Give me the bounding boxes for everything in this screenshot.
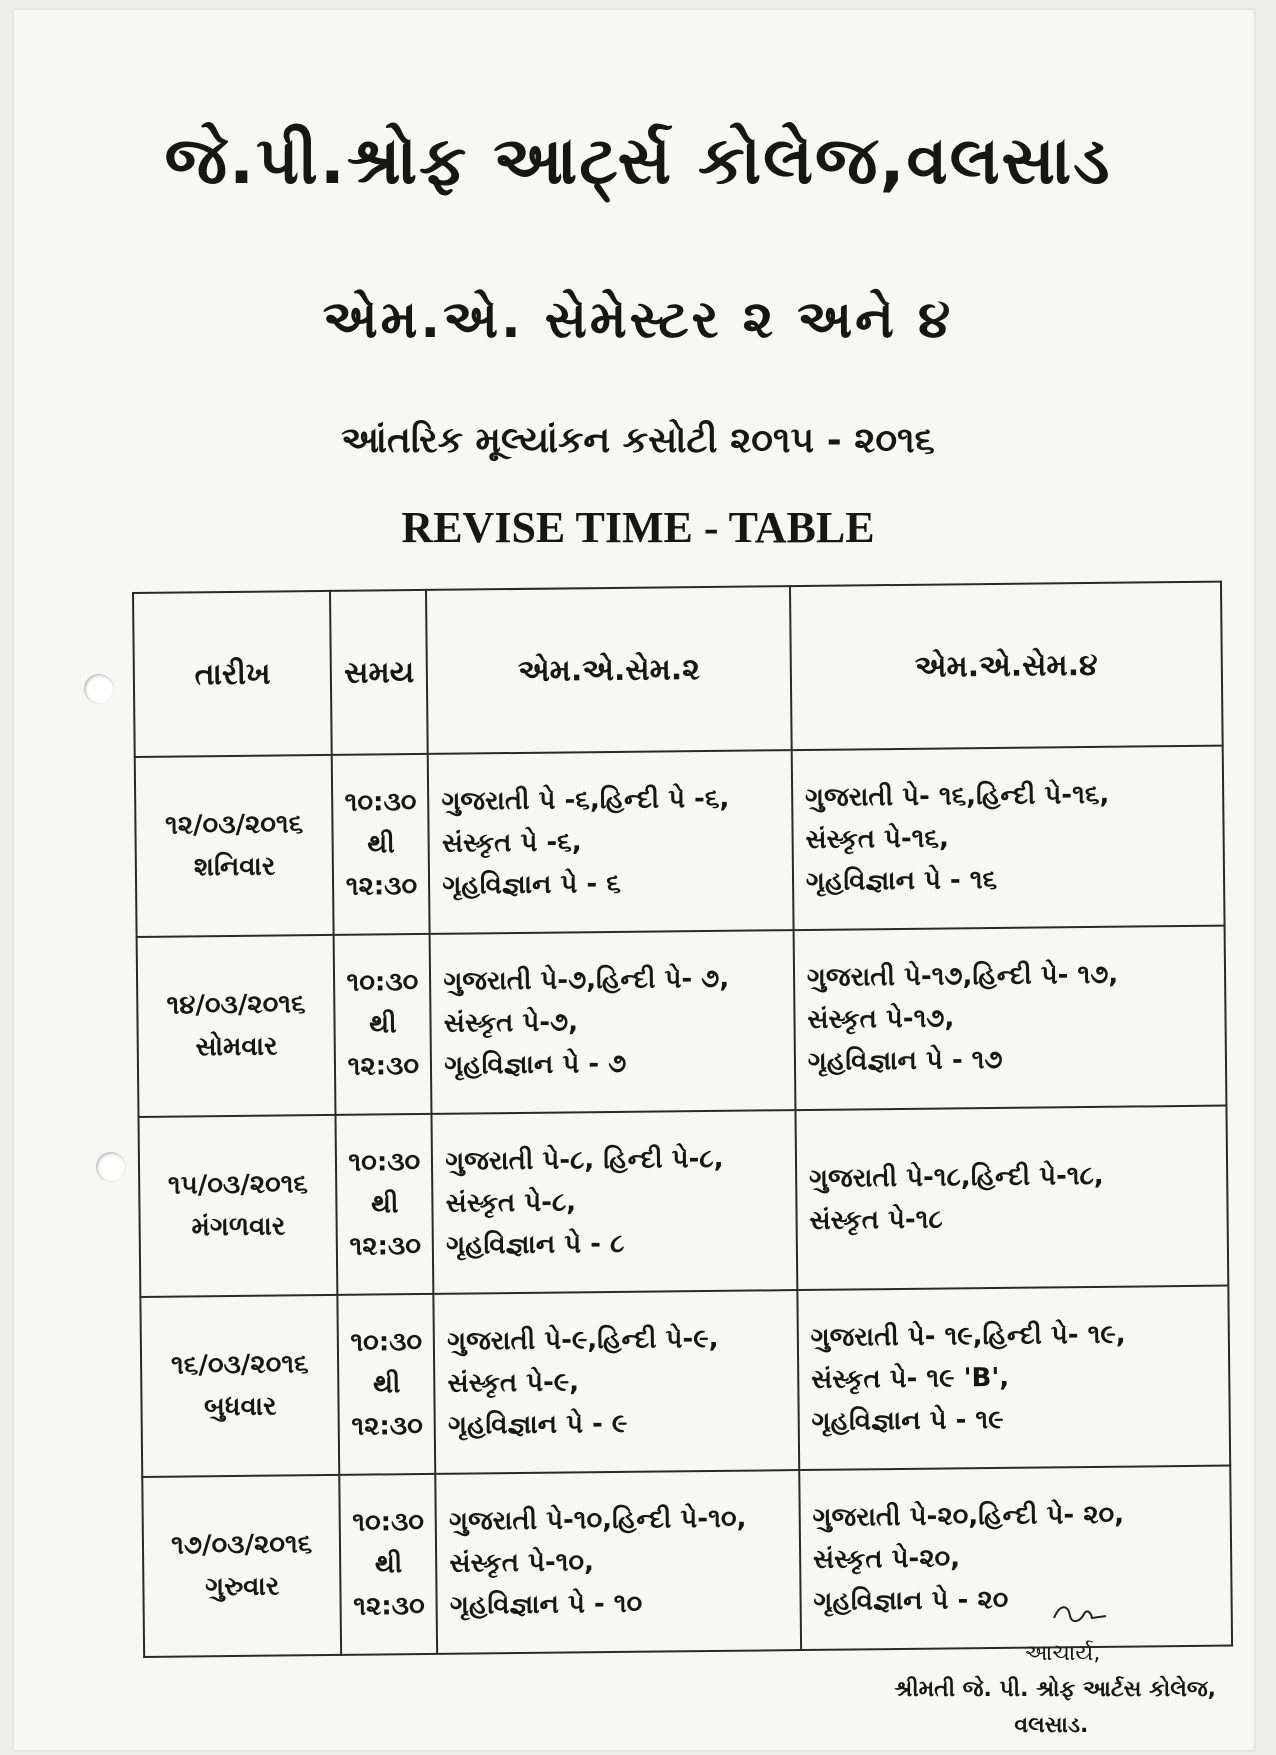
exam-title: આંતરિક મૂલ્યાંકન કસોટી ૨૦૧૫ - ૨૦૧૬ (341, 420, 935, 461)
header-date: તારીખ (133, 591, 332, 757)
subject-line: ગુજરાતી પે-૧૭,હિન્દી પે- ૧૭, (806, 959, 1119, 993)
time-separator: થી (369, 1009, 397, 1040)
subject-line: ગૃહવિજ્ઞાન પે - ૭ (444, 1048, 627, 1081)
subject-line: ગૃહવિજ્ઞાન પે - ૯ (447, 1408, 628, 1441)
subject-line: સંસ્કૃત પે-૮, (445, 1187, 577, 1219)
subject-line: સંસ્કૃત પે-૧૦, (449, 1547, 595, 1579)
subject-line: ગૃહવિજ્ઞાન પે - ૮ (445, 1228, 625, 1261)
exam-day: બુધવાર (203, 1391, 277, 1423)
principal-signature-block (894, 1600, 1216, 1744)
header-time: સમય (330, 590, 428, 755)
date-cell (140, 1295, 339, 1477)
time-cell (334, 934, 432, 1115)
timetable (132, 581, 1233, 1658)
header-sem2: એમ.એ.સેમ.૨ (426, 586, 791, 754)
table-row (137, 926, 1227, 1117)
subject-line: સંસ્કૃત પે-૧૮ (809, 1204, 943, 1236)
date-cell (142, 1475, 341, 1657)
subject-line: ગૃહવિજ્ઞાન પે - ૨૦ (813, 1584, 1009, 1617)
time-cell (336, 1114, 434, 1295)
subject-line: સંસ્કૃત પે-૨૦, (812, 1543, 961, 1575)
time-end: ૧૨:૩૦ (347, 1051, 420, 1082)
exam-day: શનિવાર (193, 851, 276, 883)
sem2-subjects-cell (430, 930, 795, 1114)
course-title: એમ.એ. સેમેસ્ટર ૨ અને ૪ (322, 290, 954, 350)
sem2-subjects-cell (434, 1290, 799, 1474)
date-cell (135, 755, 334, 937)
subject-line: સંસ્કૃત પે -૬, (441, 827, 582, 859)
subject-line: ગુજરાતી પે-૭,હિન્દી પે- ૭, (443, 963, 730, 997)
exam-date: ૧૬/૦૩/૨૦૧૬ (170, 1349, 309, 1381)
subject-line: ગૃહવિજ્ઞાન પે - ૧૦ (449, 1588, 643, 1621)
subject-line: ગૃહવિજ્ઞાન પે - ૧૯ (811, 1404, 1004, 1437)
table-header-row (133, 582, 1223, 757)
sem2-subjects-cell (432, 1110, 797, 1294)
subject-line: ગૃહવિજ્ઞાન પે - ૧૭ (807, 1044, 1003, 1077)
sem4-subjects-cell (797, 1286, 1230, 1471)
subject-line: સંસ્કૃત પે-૧૭, (807, 1003, 955, 1035)
subject-line: સંસ્કૃત પે-૯, (447, 1367, 580, 1399)
time-cell (332, 754, 430, 935)
revise-heading: REVISE TIME - TABLE (401, 503, 875, 552)
subject-line: ગુજરાતી પે- ૧૬,હિન્દી પે-૧૬, (804, 779, 1110, 813)
exam-date: ૧૨/૦૩/૨૦૧૬ (164, 809, 304, 841)
signatory-college: શ્રીમતી જે. પી. શ્રોફ આર્ટસ કોલેજ, (894, 1677, 1216, 1702)
time-cell (338, 1294, 436, 1475)
date-cell (138, 1115, 337, 1297)
signatory-designation: આચાર્ય, (1024, 1641, 1101, 1666)
subject-line: ગુજરાતી પે-૧૦,હિન્દી પે-૧૦, (448, 1503, 747, 1537)
subject-line: ગુજરાતી પે-૧૮,હિન્દી પે-૧૮, (808, 1160, 1104, 1194)
time-start: ૧૦:૩૦ (348, 1147, 421, 1178)
subject-line: ગુજરાતી પે-૯,હિન્દી પે-૯, (446, 1323, 719, 1357)
sem4-subjects-cell (793, 926, 1226, 1111)
date-cell (137, 935, 336, 1117)
punch-hole (84, 674, 114, 704)
time-end: ૧૨:૩૦ (353, 1590, 425, 1622)
time-start: ૧૦:૩૦ (352, 1506, 425, 1538)
punch-hole (96, 1152, 126, 1182)
subject-line: ગુજરાતી પે-૮, હિન્દી પે-૮, (445, 1143, 724, 1177)
time-separator: થી (367, 829, 395, 860)
subject-line: સંસ્કૃત પે-૧૬, (805, 823, 950, 855)
time-end: ૧૨:૩૦ (345, 871, 418, 902)
subject-line: ગૃહવિજ્ઞાન પે - ૬ (442, 868, 621, 901)
subject-line: સંસ્કૃત પે-૭, (443, 1007, 579, 1039)
exam-date: ૧૭/૦૩/૨૦૧૬ (171, 1529, 313, 1561)
time-start: ૧૦:૩૦ (350, 1327, 423, 1358)
time-end: ૧૨:૩૦ (349, 1231, 422, 1262)
sem2-subjects-cell (428, 750, 793, 934)
table-row (140, 1286, 1230, 1477)
time-separator: થી (374, 1549, 403, 1580)
subject-line: ગૃહવિજ્ઞાન પે - ૧૬ (805, 864, 998, 897)
table-row (135, 746, 1225, 937)
subject-line: ગુજરાતી પે -૬,હિન્દી પે -૬, (441, 783, 730, 817)
sem2-subjects-cell (436, 1470, 801, 1654)
exam-date: ૧૫/૦૩/૨૦૧૬ (167, 1169, 309, 1201)
exam-day: સોમવાર (195, 1031, 278, 1063)
college-title: જે.પી.શ્રોફ આર્ટ્સ કોલેજ,વલસાડ (164, 122, 1112, 199)
time-start: ૧૦:૩૦ (346, 967, 419, 998)
subject-line: ગુજરાતી પે-૨૦,હિન્દી પે- ૨૦, (812, 1499, 1125, 1533)
header-sem4: એમ.એ.સેમ.૪ (790, 582, 1223, 751)
sem4-subjects-cell (795, 1106, 1228, 1291)
time-end: ૧૨:૩૦ (351, 1411, 423, 1442)
time-separator: થી (372, 1369, 401, 1400)
sem4-subjects-cell (792, 746, 1225, 931)
exam-date: ૧૪/૦૩/૨૦૧૬ (166, 989, 306, 1021)
subject-line: ગુજરાતી પે- ૧૯,હિન્દી પે- ૧૯, (810, 1319, 1126, 1353)
signatory-city: વલસાડ. (1014, 1713, 1089, 1738)
exam-day: ગુરુવાર (204, 1571, 280, 1603)
time-start: ૧૦:૩૦ (344, 787, 417, 818)
time-separator: થી (370, 1189, 399, 1220)
subject-line: સંસ્કૃત પે- ૧૯ 'B', (810, 1362, 1010, 1395)
exam-day: મંગળવાર (191, 1211, 286, 1243)
time-cell (340, 1474, 438, 1655)
table-row (138, 1106, 1228, 1297)
